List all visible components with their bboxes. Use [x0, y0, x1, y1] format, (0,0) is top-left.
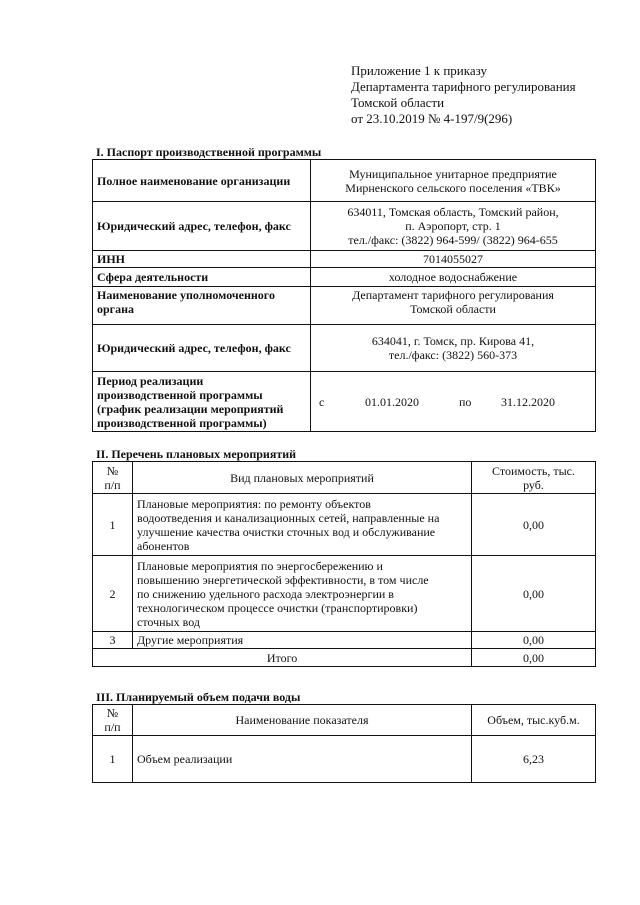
header-line: № — [106, 463, 119, 478]
row-text — [133, 556, 472, 632]
header-num — [93, 705, 133, 736]
label-line: Период реализации — [97, 373, 204, 388]
value-line: п. Аэропорт, стр. 1 — [405, 219, 501, 233]
text-line: по снижению удельного расхода электроэнергии в — [137, 586, 394, 601]
row-value: холодное водоснабжение — [311, 268, 596, 287]
row-cost: 0,00 — [472, 556, 596, 632]
row-text — [133, 494, 472, 556]
row-label: ИНН — [93, 251, 311, 268]
period-value — [311, 372, 596, 432]
value-line: 634011, Томская область, Томский район, — [347, 205, 559, 219]
table-total-row — [93, 649, 596, 667]
period-from-date: 01.01.2020 — [365, 394, 419, 409]
header-name: Наименование показателя — [133, 705, 472, 736]
section3-title: III. Планируемый объем подачи воды — [96, 690, 301, 704]
text-line: сточных вод — [137, 614, 200, 629]
appendix-line: Департамента тарифного регулирования — [351, 79, 576, 94]
value-line: Мирненского сельского поселения «ТВК» — [345, 180, 561, 195]
period-from-word: с — [319, 394, 325, 409]
row-num: 2 — [93, 556, 133, 632]
table-row — [93, 325, 596, 372]
value-line: 634041, г. Томск, пр. Кирова 41, — [371, 334, 535, 348]
table-row — [93, 494, 596, 556]
label-line: производственной программы — [97, 387, 263, 402]
header-line: п/п — [104, 720, 121, 734]
header-name: Вид плановых мероприятий — [133, 462, 472, 494]
table-header-row — [93, 705, 596, 736]
value-line: тел./факс: (3822) 560-373 — [388, 348, 518, 362]
text-line: абонентов — [137, 538, 190, 553]
value-line: Муниципальное унитарное предприятие — [349, 166, 557, 181]
row-num: 3 — [93, 632, 133, 649]
section2-title: II. Перечень плановых мероприятий — [96, 447, 297, 461]
appendix-header — [351, 63, 576, 127]
row-volume: 6,23 — [472, 736, 596, 783]
activities-table — [92, 461, 596, 667]
header-line: руб. — [523, 477, 544, 492]
total-cost: 0,00 — [472, 649, 596, 667]
row-label: Сфера деятельности — [93, 268, 311, 287]
label-line: (график реализации мероприятий — [97, 401, 284, 416]
row-value — [311, 202, 596, 251]
header-volume: Объем, тыс.куб.м. — [472, 705, 596, 736]
row-value — [311, 160, 596, 202]
water-volume-table — [92, 704, 596, 783]
row-value: 7014055027 — [311, 251, 596, 268]
row-text: Другие мероприятия — [133, 632, 472, 649]
period-range — [311, 395, 595, 409]
text-line: Плановые мероприятия: по ремонту объектов — [137, 496, 371, 511]
table-row — [93, 736, 596, 783]
row-label — [93, 287, 311, 325]
table-row — [93, 632, 596, 649]
row-value — [311, 325, 596, 372]
passport-table — [92, 159, 596, 432]
text-line: Плановые мероприятия по энергосбережению и — [137, 558, 383, 573]
label-line: производственной программы) — [97, 415, 267, 430]
period-to-date: 31.12.2020 — [501, 394, 555, 409]
table-row — [93, 251, 596, 268]
appendix-line: Приложение 1 к приказу — [351, 63, 488, 78]
label-line: Наименование уполномоченного — [97, 288, 275, 302]
header-line: Стоимость, тыс. — [492, 463, 575, 478]
period-to-word: по — [459, 394, 472, 409]
value-line: Томской области — [410, 302, 496, 316]
row-cost: 0,00 — [472, 632, 596, 649]
row-num: 1 — [93, 736, 133, 783]
total-label: Итого — [93, 649, 472, 667]
row-label: Юридический адрес, телефон, факс — [93, 325, 311, 372]
row-label: Полное наименование организации — [93, 160, 311, 202]
row-num: 1 — [93, 494, 133, 556]
appendix-line: от 23.10.2019 № 4-197/9(296) — [351, 111, 513, 126]
appendix-line: Томской области — [351, 95, 445, 110]
header-cost — [472, 462, 596, 494]
row-label — [93, 372, 311, 432]
value-line: тел./факс: (3822) 964-599/ (3822) 964-655 — [348, 233, 558, 247]
table-row — [93, 202, 596, 251]
table-row — [93, 372, 596, 432]
header-line: п/п — [104, 477, 121, 492]
text-line: водоотведения и канализационных сетей, направленные на — [137, 510, 440, 525]
value-line: Департамент тарифного регулирования — [352, 288, 554, 302]
header-num — [93, 462, 133, 494]
label-line: органа — [97, 302, 135, 316]
text-line: повышению энергетической эффективности, в том числе — [137, 572, 429, 587]
row-value — [311, 287, 596, 325]
text-line: технологическом процессе очистки (транспортировки) — [137, 600, 418, 615]
table-row — [93, 556, 596, 632]
row-name: Объем реализации — [133, 736, 472, 783]
section1-title: I. Паспорт производственной программы — [96, 145, 322, 159]
row-cost: 0,00 — [472, 494, 596, 556]
header-line: № — [106, 706, 119, 720]
table-row — [93, 160, 596, 202]
row-label: Юридический адрес, телефон, факс — [93, 202, 311, 251]
table-row — [93, 268, 596, 287]
table-header-row — [93, 462, 596, 494]
table-row — [93, 287, 596, 325]
text-line: улучшение качества очистки сточных вод и обслуживание — [137, 524, 436, 539]
